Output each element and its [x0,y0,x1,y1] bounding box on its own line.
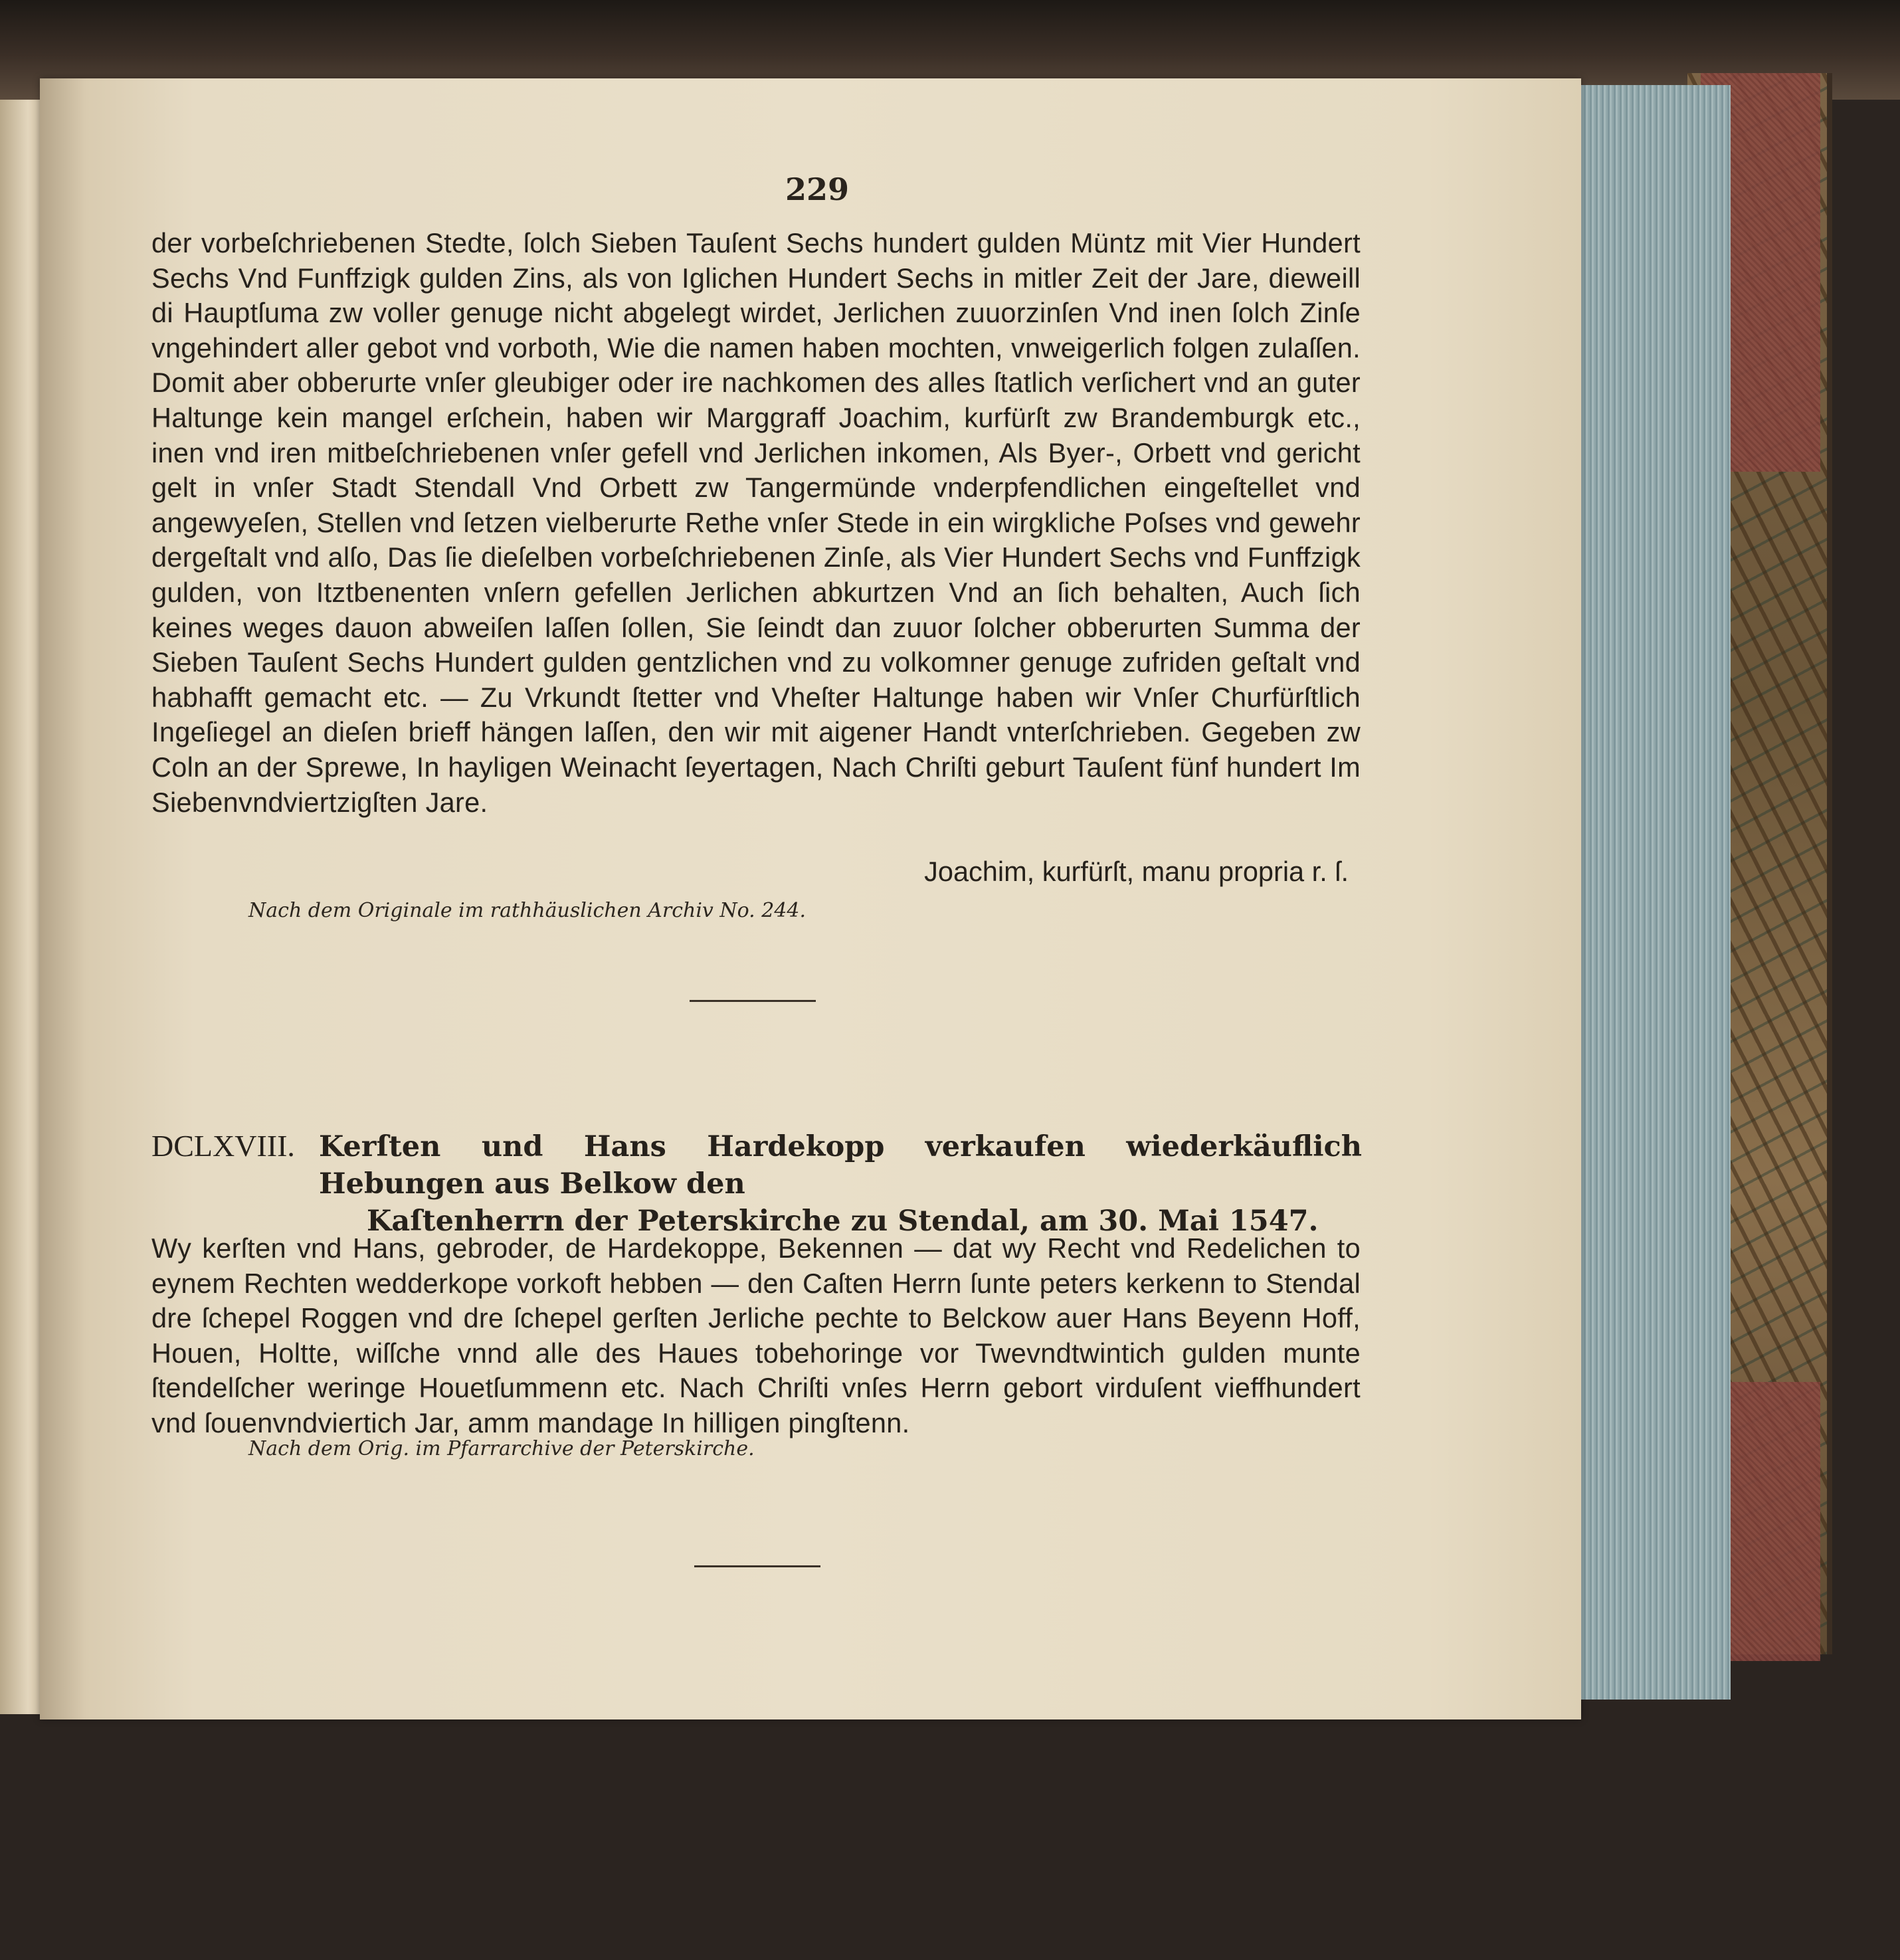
section-divider-1 [690,1000,816,1002]
source-note-1: Nach dem Originale im rathhäuslichen Archiv No. 244. [248,899,807,922]
document-paragraph-1: der vorbeſchriebenen Stedte, ſolch Sieben Tauſent Sechs hundert gulden Müntz mit Vier Hundert Sechs Vnd Funffzigk gulden Zins, als von Iglichen Hundert Sechs in mitler Zeit der Jare, dieweill di Hauptſuma zw voller genuge nicht abgelegt wirdet, Jerlichen zuuorzinſen Vnd inen ſolch Zinſe vngehindert aller gebot vnd vorboth, Wie die namen haben mochten, vnweigerlich folgen zulaſſen. Domit aber obberurte vnſer gleubiger oder ire nachkomen des alles ſtatlich verſichert vnd an guter Haltunge kein mangel erſchein, haben wir Marggraff Joachim, kurfürſt zw Brandemburgk etc., inen vnd iren mitbeſchriebenen vnſer gefell vnd Jerlichen inkomen, Als Byer-, Orbett vnd gericht gelt in vnſer Stadt Stendall Vnd Orbett zw Tangermünde vnderpfendlichen eingeſtellet vnd angewyeſen, Stellen vnd ſetzen vielberurte Rethe vnſer Stede in ein wirgkliche Poſses vnd gewehr dergeſtalt vnd alſo, Das ſie dieſelben vorbeſchriebenen Zinſe, als Vier Hundert Sechs vnd Funffzigk gulden, von Itztbenenten vnſern gefellen Jerlichen abkurtzen Vnd an ſich behalten, Auch ſich keines weges dauon abweiſen laſſen ſollen, Sie ſeindt dan zuuor ſolcher obberurten Summa der Sieben Tauſent Sechs Hundert gulden gentzlichen vnd zu volkomner genuge zufriden geſtalt vnd habhafft gemacht etc. — Zu Vrkundt ſtetter vnd Vheſter Haltunge haben wir Vnſer Churfürſtlich Ingeſiegel an dieſen brieff hängen laſſen, den wir mit aigener Handt vnterſchrieben. Gegeben zw Coln an der Sprewe, In hayligen Weinacht ſeyertagen, Nach Chriſti geburt Tauſent fünf hundert Im Siebenvndviertzigſten Jare. [151,227,1361,818]
document-title-line-2: Kaſtenherrn der Peterskirche zu Stendal, am 30. Mai 1547. [367,1205,1319,1238]
document-number: DCLXVIII. [151,1129,295,1163]
book-page [40,78,1581,1719]
section-divider-2 [694,1565,820,1567]
document-title-line-1: Kerſten und Hans Hardekopp verkaufen wiederkäuflich Hebungen aus Belkow den [319,1130,1362,1201]
signature-line: Joachim, kurfürſt, manu propria r. ſ. [924,856,1349,887]
source-note-2: Nach dem Orig. im Pfarrarchive der Peterskirche. [248,1437,755,1460]
page-number: 229 [785,171,850,207]
document-paragraph-2: Wy kerſten vnd Hans, gebroder, de Hardekoppe, Bekennen — dat wy Recht vnd Redelichen to eynem Rechten wedderkope vorkoft hebben — den Caſten Herrn ſunte peters kerkenn to Stendal dre ſchepel Roggen vnd dre ſchepel gerſten Jerliche pechte to Belckow auer Hans Beyenn Hoff, Houen, Holtte, wiſſche vnnd alle des Haues tobehoringe vor Twevndtwintich gulden munte ſtendelſcher weringe Houetſummenn etc. Nach Chriſti vnſes Herrn gebort virduſent vieffhundert vnd ſouenvndviertich Jar, amm mandage In hilligen pingſtenn. [151,1232,1361,1438]
document-title [319,1128,1362,1240]
page-block-edges [1576,85,1731,1700]
